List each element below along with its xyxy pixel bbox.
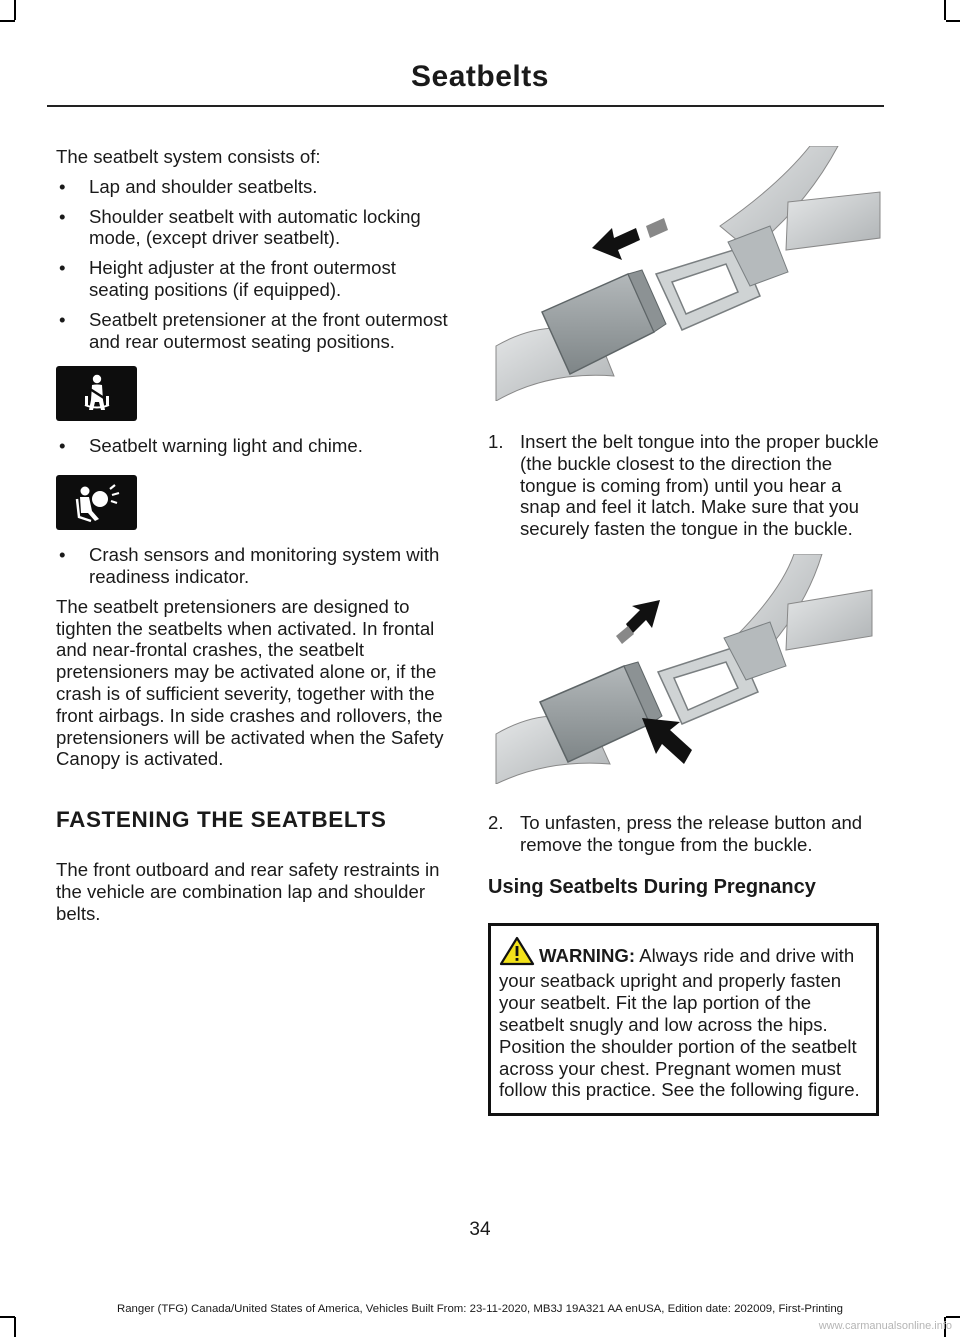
step-text: Insert the belt tongue into the proper buckle (the buckle closest to the direction the tongue is coming from) until you hear a snap and feel it latch. Make sure that you securely fasten the tongue in the buckle. (520, 431, 879, 540)
fastening-steps (488, 431, 880, 540)
pregnancy-subheading: Using Seatbelts During Pregnancy (488, 875, 816, 898)
crop-mark (14, 1317, 16, 1337)
watermark: www.carmanualsonline.info (818, 1320, 952, 1332)
step-number: 1. (488, 431, 504, 452)
section-heading: FASTENING THE SEATBELTS (56, 807, 387, 833)
seatbelt-insert-illustration (488, 146, 888, 401)
header-divider (47, 105, 884, 107)
section-paragraph: The front outboard and rear safety restraints in the vehicle are combination lap and shoulder belts. (56, 859, 440, 924)
list-item: • Seatbelt warning light and chime. (56, 435, 448, 457)
warning-light-list (56, 435, 448, 457)
crop-mark (946, 1316, 960, 1318)
list-item (488, 812, 880, 856)
footer-text: Ranger (TFG) Canada/United States of America, Vehicles Built From: 23-11-2020, MB3J 19A321 AA enUSA, Edition date: 202009, First-Printing (117, 1303, 843, 1315)
seatbelt-warning-icon (56, 366, 137, 421)
system-components-list (56, 176, 448, 353)
warning-triangle-icon (499, 936, 535, 971)
pretensioner-paragraph: The seatbelt pretensioners are designed to tighten the seatbelts when activated. In frontal and near-frontal crashes, the seatbelt pretensioners may be activated alone or, if the crash is of sufficient severity, together with the front airbags. In side crashes and rollovers, the pretensioners will be activated when the Safety Canopy is activated. (56, 595, 444, 770)
unfastening-steps (488, 812, 880, 856)
right-column (488, 146, 880, 1116)
step-text: To unfasten, press the release button and remove the tongue from the buckle. (520, 811, 863, 855)
crop-mark (946, 20, 960, 22)
crop-mark (14, 0, 16, 20)
crop-mark (0, 20, 15, 22)
list-item: • Seatbelt pretensioner at the front outermost and rear outermost seating positions. (56, 309, 448, 353)
intro-text: The seatbelt system consists of: (56, 146, 321, 167)
warning-text: Always ride and drive with your seatback upright and properly fasten your seatbelt. Fit the lap portion of the seatbelt snugly and low across the hips. Position the shoulder portion of the seatbelt across your chest. Pregnant women must follow this practice. See the following figure. (499, 944, 860, 1101)
page-number: 34 (469, 1219, 491, 1240)
list-item: • Crash sensors and monitoring system with readiness indicator. (56, 544, 448, 588)
list-item: • Shoulder seatbelt with automatic locking mode, (except driver seatbelt). (56, 206, 448, 250)
crash-sensor-list (56, 544, 448, 588)
airbag-indicator-icon (56, 475, 137, 530)
crop-mark (944, 0, 946, 20)
page-title: Seatbelts (411, 60, 549, 93)
warning-box (488, 923, 879, 1117)
step-number: 2. (488, 811, 504, 833)
warning-label: WARNING: (539, 944, 636, 966)
left-column (56, 146, 448, 925)
list-item: • Height adjuster at the front outermost seating positions (if equipped). (56, 257, 448, 301)
list-item (488, 431, 880, 540)
seatbelt-release-illustration (488, 554, 888, 784)
list-item: • Lap and shoulder seatbelts. (56, 176, 448, 198)
crop-mark (0, 1316, 15, 1318)
